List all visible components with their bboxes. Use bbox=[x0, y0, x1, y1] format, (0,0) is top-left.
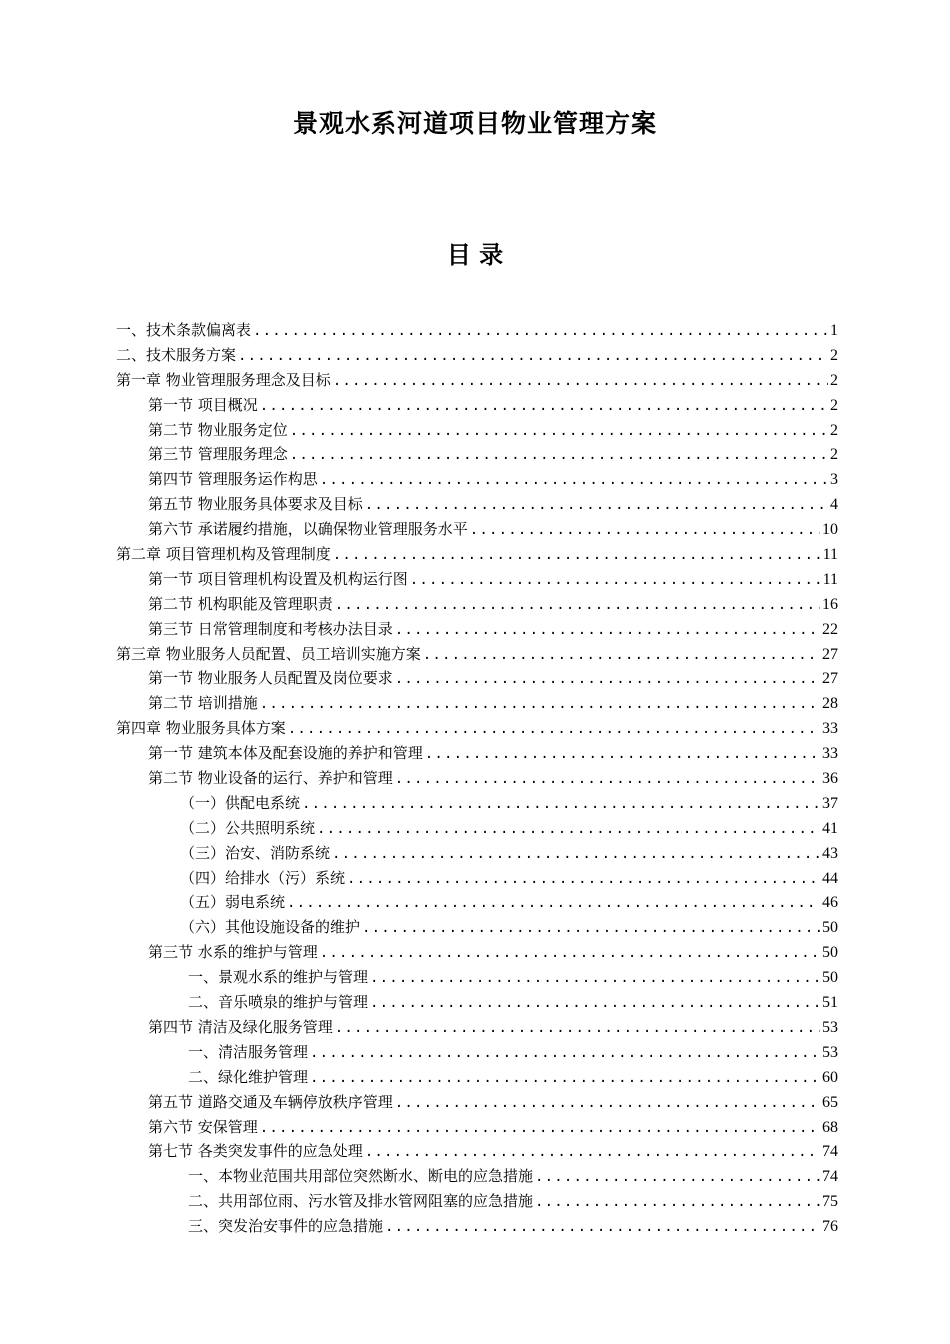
toc-entry[interactable] bbox=[116, 1164, 838, 1189]
toc-dot-leader bbox=[385, 1215, 820, 1240]
toc-page-number: 74 bbox=[822, 1168, 838, 1186]
toc-dot-leader bbox=[333, 543, 821, 568]
toc-dot-leader bbox=[423, 643, 820, 668]
toc-dot-leader bbox=[535, 1165, 820, 1190]
toc-entry[interactable] bbox=[116, 592, 838, 617]
toc-dot-leader bbox=[335, 1016, 820, 1041]
toc-entry[interactable] bbox=[116, 393, 838, 418]
toc-entry[interactable] bbox=[116, 1214, 838, 1239]
toc-dot-leader bbox=[310, 1041, 820, 1066]
toc-heading: 目 录 bbox=[446, 241, 504, 269]
toc-entry[interactable] bbox=[116, 343, 838, 368]
toc-entry-title: 第三章 物业服务人员配置、员工培训实施方案 bbox=[116, 644, 421, 663]
toc-entry[interactable] bbox=[116, 318, 838, 343]
toc-dot-leader bbox=[395, 767, 820, 792]
toc-dot-leader bbox=[333, 369, 828, 394]
toc-dot-leader bbox=[290, 419, 828, 444]
toc-entry-title: 一、景观水系的维护与管理 bbox=[188, 968, 369, 987]
toc-dot-leader bbox=[260, 692, 820, 717]
toc-dot-leader bbox=[370, 991, 820, 1016]
toc-entry[interactable] bbox=[116, 542, 838, 567]
toc-entry[interactable] bbox=[116, 841, 838, 866]
toc-entry[interactable] bbox=[116, 642, 838, 667]
toc-entry-title: 第二节 物业服务定位 bbox=[148, 420, 288, 439]
toc-dot-leader bbox=[290, 443, 828, 468]
toc-page-number: 50 bbox=[822, 969, 838, 987]
toc-page-number: 2 bbox=[830, 346, 838, 364]
toc-page-number: 51 bbox=[822, 994, 838, 1012]
toc-entry-title: （五）弱电系统 bbox=[180, 893, 286, 912]
toc-entry-title: （一）供配电系统 bbox=[180, 793, 301, 812]
toc-entry-title: 三、突发治安事件的应急措施 bbox=[188, 1217, 384, 1236]
toc-entry[interactable] bbox=[116, 791, 838, 816]
toc-entry-title: 第二节 培训措施 bbox=[148, 694, 258, 713]
toc-entry[interactable] bbox=[116, 517, 838, 542]
toc-dot-leader bbox=[395, 618, 820, 643]
toc-entry-title: 第四章 物业服务具体方案 bbox=[116, 719, 286, 738]
toc-page-number: 16 bbox=[822, 595, 838, 613]
toc-page-number: 27 bbox=[822, 645, 838, 663]
toc-dot-leader bbox=[365, 1140, 820, 1165]
toc-page-number: 41 bbox=[822, 819, 838, 837]
toc-entry-title: 第五节 道路交通及车辆停放秩序管理 bbox=[148, 1092, 393, 1111]
toc-dot-leader bbox=[260, 1116, 820, 1141]
toc-dot-leader bbox=[320, 468, 828, 493]
toc-page-number: 22 bbox=[822, 620, 838, 638]
toc-entry[interactable] bbox=[116, 990, 838, 1015]
toc-dot-leader bbox=[302, 792, 820, 817]
toc-entry-title: 第六节 安保管理 bbox=[148, 1117, 258, 1136]
toc-entry-title: （六）其他设施设备的维护 bbox=[180, 918, 361, 937]
toc-entry[interactable] bbox=[116, 1090, 838, 1115]
toc-entry[interactable] bbox=[116, 617, 838, 642]
toc-entry[interactable] bbox=[116, 965, 838, 990]
toc-dot-leader bbox=[395, 667, 820, 692]
toc-dot-leader bbox=[253, 319, 828, 344]
toc-entry-title: 第三节 水系的维护与管理 bbox=[148, 943, 318, 962]
toc-page-number: 10 bbox=[822, 521, 838, 539]
toc-page-number: 50 bbox=[822, 944, 838, 962]
toc-dot-leader bbox=[320, 941, 820, 966]
toc-page-number: 43 bbox=[822, 844, 838, 862]
toc-entry-title: 第二节 机构职能及管理职责 bbox=[148, 594, 333, 613]
toc-page-number: 53 bbox=[822, 1043, 838, 1061]
toc-entry[interactable] bbox=[116, 741, 838, 766]
toc-entry[interactable] bbox=[116, 467, 838, 492]
document-title: 景观水系河道项目物业管理方案 bbox=[292, 109, 657, 138]
toc-entry-title: 第一节 项目管理机构设置及机构运行图 bbox=[148, 569, 408, 588]
toc-dot-leader bbox=[535, 1190, 820, 1215]
toc-page-number: 65 bbox=[822, 1093, 838, 1111]
toc-page-number: 74 bbox=[822, 1143, 838, 1161]
toc-entry-title: （三）治安、消防系统 bbox=[180, 843, 331, 862]
toc-dot-leader bbox=[370, 966, 820, 991]
toc-page-number: 33 bbox=[822, 745, 838, 763]
toc-entry[interactable] bbox=[116, 418, 838, 443]
toc-dot-leader bbox=[347, 867, 820, 892]
toc-dot-leader bbox=[425, 742, 820, 767]
toc-entry[interactable] bbox=[116, 766, 838, 791]
table-of-contents bbox=[116, 318, 838, 1239]
toc-dot-leader bbox=[310, 1066, 820, 1091]
toc-entry-title: 第四节 清洁及绿化服务管理 bbox=[148, 1017, 333, 1036]
toc-entry-title: 第一节 项目概况 bbox=[148, 395, 258, 414]
toc-page-number: 50 bbox=[822, 919, 838, 937]
toc-page-number: 33 bbox=[822, 720, 838, 738]
toc-entry-title: 第一节 建筑本体及配套设施的养护和管理 bbox=[148, 744, 423, 763]
toc-page-number: 2 bbox=[830, 396, 838, 414]
toc-entry-title: 二、音乐喷泉的维护与管理 bbox=[188, 993, 369, 1012]
toc-dot-leader bbox=[332, 842, 820, 867]
toc-entry-title: 第二节 物业设备的运行、养护和管理 bbox=[148, 769, 393, 788]
toc-page-number: 11 bbox=[822, 570, 838, 588]
toc-entry-title: 第三节 管理服务理念 bbox=[148, 445, 288, 464]
toc-page-number: 2 bbox=[830, 371, 838, 389]
toc-page-number: 4 bbox=[830, 496, 838, 514]
toc-page-number: 37 bbox=[822, 794, 838, 812]
toc-page-number: 44 bbox=[822, 869, 838, 887]
toc-entry[interactable] bbox=[116, 1139, 838, 1164]
toc-entry[interactable] bbox=[116, 915, 838, 940]
toc-entry-title: 第七节 各类突发事件的应急处理 bbox=[148, 1142, 363, 1161]
toc-entry-title: 第二章 项目管理机构及管理制度 bbox=[116, 545, 331, 564]
toc-dot-leader bbox=[365, 493, 828, 518]
toc-dot-leader bbox=[362, 916, 820, 941]
toc-entry-title: 一、本物业范围共用部位突然断水、断电的应急措施 bbox=[188, 1167, 534, 1186]
toc-entry-title: 第三节 日常管理制度和考核办法目录 bbox=[148, 619, 393, 638]
toc-entry[interactable] bbox=[116, 716, 838, 741]
toc-dot-leader bbox=[395, 1091, 820, 1116]
toc-entry[interactable] bbox=[116, 890, 838, 915]
toc-entry-title: 第一节 物业服务人员配置及岗位要求 bbox=[148, 669, 393, 688]
toc-entry-title: 第五节 物业服务具体要求及目标 bbox=[148, 495, 363, 514]
toc-page-number: 2 bbox=[830, 421, 838, 439]
toc-entry[interactable] bbox=[116, 866, 838, 891]
toc-page-number: 75 bbox=[822, 1193, 838, 1211]
toc-page-number: 46 bbox=[822, 894, 838, 912]
toc-entry[interactable] bbox=[116, 368, 838, 393]
toc-entry-title: 二、共用部位雨、污水管及排水管网阻塞的应急措施 bbox=[188, 1192, 534, 1211]
toc-page-number: 27 bbox=[822, 670, 838, 688]
toc-page-number: 53 bbox=[822, 1018, 838, 1036]
toc-dot-leader bbox=[288, 717, 820, 742]
toc-page-number: 2 bbox=[830, 446, 838, 464]
toc-page-number: 28 bbox=[822, 695, 838, 713]
toc-page-number: 68 bbox=[822, 1118, 838, 1136]
toc-entry-title: 第四节 管理服务运作构思 bbox=[148, 470, 318, 489]
toc-entry-title: 二、技术服务方案 bbox=[116, 345, 237, 364]
toc-entry[interactable] bbox=[116, 442, 838, 467]
toc-entry[interactable] bbox=[116, 1015, 838, 1040]
toc-entry[interactable] bbox=[116, 691, 838, 716]
toc-entry-title: 一、技术条款偏离表 bbox=[116, 321, 252, 339]
toc-dot-leader bbox=[410, 568, 821, 593]
toc-page-number: 11 bbox=[822, 546, 838, 564]
toc-dot-leader bbox=[470, 518, 820, 543]
toc-entry[interactable] bbox=[116, 940, 838, 965]
toc-dot-leader bbox=[238, 344, 828, 369]
toc-entry[interactable] bbox=[116, 567, 838, 592]
toc-dot-leader bbox=[260, 394, 828, 419]
toc-page-number: 60 bbox=[822, 1068, 838, 1086]
toc-entry[interactable] bbox=[116, 1115, 838, 1140]
toc-entry[interactable] bbox=[116, 1065, 838, 1090]
toc-entry-title: （二）公共照明系统 bbox=[180, 818, 316, 837]
toc-page-number: 3 bbox=[830, 471, 838, 489]
toc-dot-leader bbox=[335, 593, 820, 618]
toc-entry-title: 二、绿化维护管理 bbox=[188, 1067, 309, 1086]
toc-entry[interactable] bbox=[116, 666, 838, 691]
toc-dot-leader bbox=[287, 891, 820, 916]
toc-entry-title: 第一章 物业管理服务理念及目标 bbox=[116, 370, 331, 389]
toc-entry[interactable] bbox=[116, 1189, 838, 1214]
toc-entry-title: 一、清洁服务管理 bbox=[188, 1042, 309, 1061]
toc-page-number: 1 bbox=[830, 322, 838, 339]
toc-page-number: 76 bbox=[822, 1218, 838, 1236]
toc-entry[interactable] bbox=[116, 492, 838, 517]
toc-dot-leader bbox=[317, 817, 820, 842]
toc-entry[interactable] bbox=[116, 816, 838, 841]
toc-entry-title: 第六节 承诺履约措施，以确保物业管理服务水平 bbox=[148, 520, 468, 539]
toc-entry-title: （四）给排水（污）系统 bbox=[180, 868, 346, 887]
toc-page-number: 36 bbox=[822, 770, 838, 788]
toc-entry[interactable] bbox=[116, 1040, 838, 1065]
